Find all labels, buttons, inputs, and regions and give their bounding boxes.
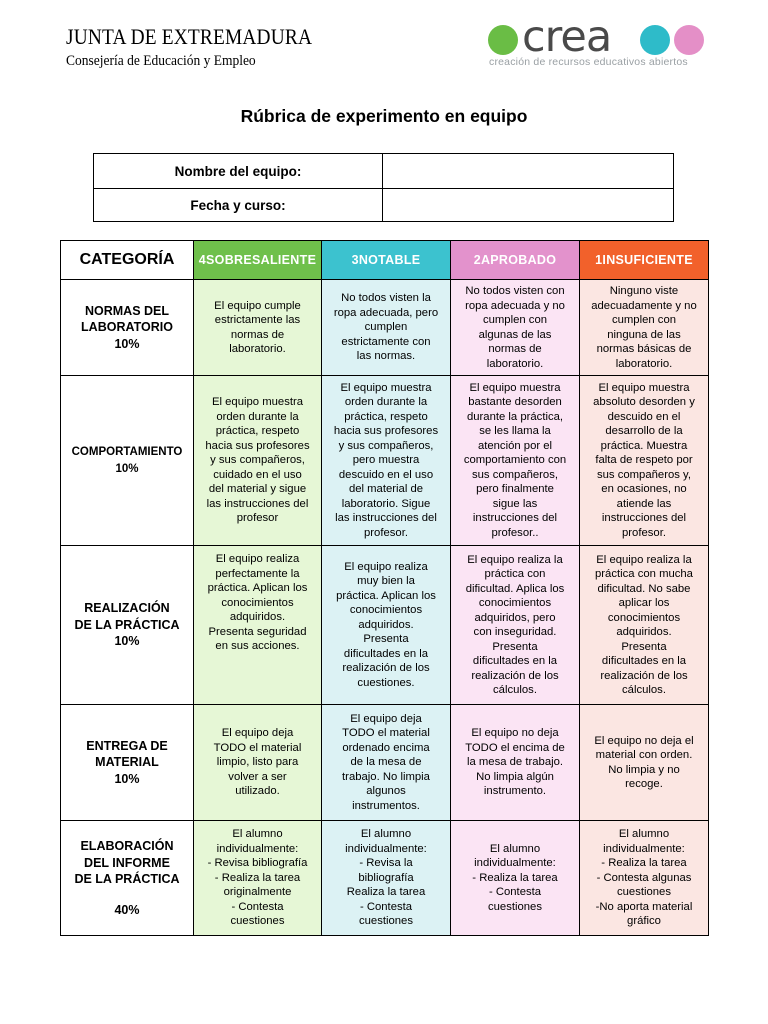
rubric-row-informe (61, 821, 709, 936)
logo-green-dot (488, 25, 518, 55)
criterion-cell (322, 546, 451, 705)
criterion-cell (451, 705, 580, 821)
team-info-table (93, 153, 674, 222)
rubric-row-entrega (61, 705, 709, 821)
level-score: 2 (473, 253, 481, 267)
criterion-text: El alumno individualmente: - Realiza la tarea - Contesta algunas cuestiones -No aporta material gráfico (595, 828, 693, 928)
criterion-cell (322, 376, 451, 546)
level-name: SOBRESALIENTE (206, 253, 317, 267)
category-name: COMPORTAMIENTO (71, 446, 183, 458)
category-cell (61, 376, 194, 546)
level-name: NOTABLE (358, 253, 421, 267)
level-score: 3 (351, 253, 359, 267)
criterion-cell (580, 705, 709, 821)
criterion-cell (580, 280, 709, 376)
team-name-field[interactable] (383, 154, 674, 189)
logo-pink-dot (674, 25, 704, 55)
criterion-text: El equipo cumple estrictamente las normas de laboratorio. (214, 299, 301, 355)
criterion-text: No todos visten la ropa adecuada, pero cumplen estrictamente con las normas. (333, 292, 439, 363)
category-weight: 10% (114, 771, 140, 786)
criterion-text: El equipo realiza muy bien la práctica. Aplican los conocimientos adquiridos. Presenta dificultades en la realización de los cuestiones. (336, 560, 436, 689)
rubric-table (60, 240, 709, 936)
category-cell (61, 821, 194, 936)
rubric-row-comportamiento (61, 376, 709, 546)
criterion-cell (451, 376, 580, 546)
criterion-cell (451, 280, 580, 376)
category-cell (61, 546, 194, 705)
criterion-cell (322, 821, 451, 936)
category-cell (61, 280, 194, 376)
page-title: Rúbrica de experimento en equipo (240, 106, 528, 126)
criterion-text: El equipo realiza la práctica con dificultad. Aplica los conocimientos adquiridos, pero con inseguridad. Presenta dificultades en la realización de los cálculos. (465, 553, 565, 696)
spacer (64, 888, 190, 902)
criterion-text: El equipo deja TODO el material limpio, listo para volver a ser utilizado. (213, 727, 302, 798)
crea-logo (488, 12, 708, 70)
criterion-text: El equipo deja TODO el material ordenado encima de la mesa de trabajo. No limpia algunos instrumentos. (342, 712, 430, 812)
criterion-text: El equipo muestra orden durante la práctica, respeto hacia sus profesores y sus compañeros, cuidado en el uso del material y sigue las instrucciones del profesor (205, 396, 310, 525)
criterion-cell (194, 376, 322, 546)
criterion-cell (580, 546, 709, 705)
rubric-row-normas (61, 280, 709, 376)
date-course-label: Fecha y curso: (94, 189, 383, 222)
criterion-cell (451, 546, 580, 705)
criterion-text: El alumno individualmente: - Revisa la bibliografía Realiza la tarea - Contesta cuestiones (345, 828, 427, 928)
rubric-header-row (61, 241, 709, 280)
criterion-cell (580, 376, 709, 546)
team-name-label: Nombre del equipo: (94, 154, 383, 189)
level-header-3 (322, 241, 451, 280)
level-header-4 (194, 241, 322, 280)
criterion-text: El equipo no deja TODO el encima de la mesa de trabajo. No limpia algún instrumento. (465, 727, 565, 798)
criterion-text: El equipo muestra orden durante la práctica, respeto hacia sus profesores y sus compañeros, pero muestra descuido en el uso del material de laboratorio. Sigue las instrucciones del profesor. (333, 381, 439, 539)
logo-tagline: creación de recursos educativos abiertos (489, 56, 688, 68)
criterion-text: El alumno individualmente: - Realiza la tarea - Contesta cuestiones (472, 842, 558, 913)
category-name: ELABORACIÓN DEL INFORME DE LA PRÁCTICA (74, 839, 180, 886)
category-name: ENTREGA DE MATERIAL (86, 738, 168, 770)
criterion-cell (322, 280, 451, 376)
level-score: 1 (595, 253, 603, 267)
level-name: APROBADO (480, 253, 557, 267)
category-header: CATEGORÍA (61, 241, 194, 280)
dept-name: Consejería de Educación y Empleo (66, 53, 256, 69)
date-course-field[interactable] (383, 189, 674, 222)
level-score: 4 (198, 253, 207, 267)
category-name: REALIZACIÓN DE LA PRÁCTICA (74, 601, 180, 632)
criterion-text: Ninguno viste adecuadamente y no cumplen con ninguna de las normas básicas de laboratorio. (591, 285, 697, 370)
category-weight: 10% (114, 336, 140, 351)
category-weight: 40% (114, 902, 140, 917)
logo-word: crea (522, 12, 612, 62)
org-header (66, 24, 346, 70)
category-weight: 10% (114, 634, 140, 649)
criterion-text: No todos visten con ropa adecuada y no cumplen con algunas de las normas de laboratorio. (465, 285, 565, 370)
org-name: JUNTA DE EXTREMADURA (66, 24, 313, 49)
level-header-1 (580, 241, 709, 280)
criterion-text: El equipo muestra absoluto desorden y descuido en el desarrollo de la práctica. Muestra falta de respeto por sus compañeros y, en ocasiones, no atiende las instrucciones del profesor. (593, 381, 695, 539)
criterion-text: El equipo no deja el material con orden. No limpia y no recoge. (594, 734, 694, 790)
criterion-cell (322, 705, 451, 821)
category-cell (61, 705, 194, 821)
criterion-cell (194, 705, 322, 821)
criterion-text: El equipo muestra bastante desorden durante la práctica, se les llama la atención por el comportamiento con sus compañeros, pero finalmente sigue las instrucciones del profesor.. (463, 381, 567, 539)
criterion-cell (194, 280, 322, 376)
criterion-text: El equipo realiza la práctica con mucha dificultad. No sabe aplicar los conocimientos adquiridos. Presenta dificultades en la realización de los cálculos. (595, 553, 693, 696)
criterion-cell (194, 821, 322, 936)
criterion-text: El alumno individualmente: - Revisa bibliografía - Realiza la tarea originalmente - Contesta cuestiones (207, 828, 308, 928)
category-weight: 10% (115, 462, 139, 475)
criterion-cell (580, 821, 709, 936)
level-name: INSUFICIENTE (602, 253, 693, 267)
logo-cyan-dot (640, 25, 670, 55)
criterion-cell (451, 821, 580, 936)
criterion-cell (194, 546, 322, 705)
category-name: NORMAS DEL LABORATORIO (81, 303, 173, 335)
rubric-row-realizacion (61, 546, 709, 705)
level-header-2 (451, 241, 580, 280)
criterion-text: El equipo realiza perfectamente la práctica. Aplican los conocimientos adquiridos. Presenta seguridad en sus acciones. (207, 553, 308, 652)
